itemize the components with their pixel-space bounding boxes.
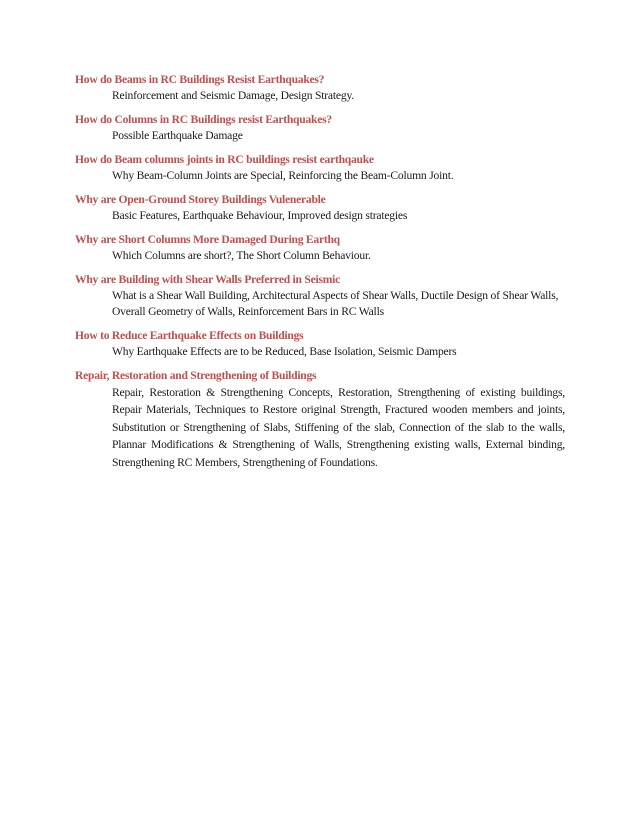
section-description: Repair, Restoration & Strengthening Concepts, Restoration, Strengthening of existing buildings, Repair Materials, Techniques to Restore original Strength, Fractured wooden members and joints, Substitution or Strengthening of Slabs, Stiffening of the slab, Connection of the slab to the walls, Plannar Modifications & Strengthening of Walls, Strengthening existing walls, External binding, Strengthening RC Members, Strengthening of Foundations.	[112, 386, 565, 469]
section-description: Which Columns are short?, The Short Column Behaviour.	[112, 249, 371, 262]
topic-section	[75, 192, 565, 224]
section-heading: How do Columns in RC Buildings resist Earthquakes?	[75, 113, 332, 126]
section-description: Basic Features, Earthquake Behaviour, Improved design strategies	[112, 209, 408, 222]
topic-list	[75, 72, 565, 479]
section-heading: How do Beam columns joints in RC buildings resist earthqauke	[75, 153, 374, 166]
section-heading: Why are Short Columns More Damaged During Earthq	[75, 233, 340, 246]
topic-section	[75, 328, 565, 360]
section-heading: Repair, Restoration and Strengthening of Buildings	[75, 369, 317, 382]
section-description: What is a Shear Wall Building, Architectural Aspects of Shear Walls, Ductile Design of Shear Walls, Overall Geometry of Walls, Reinforcement Bars in RC Walls	[112, 289, 559, 318]
section-description: Possible Earthquake Damage	[112, 129, 243, 142]
section-description: Reinforcement and Seismic Damage, Design Strategy.	[112, 89, 354, 102]
topic-section	[75, 232, 565, 264]
topic-section	[75, 72, 565, 104]
topic-section	[75, 368, 565, 471]
section-description: Why Earthquake Effects are to be Reduced, Base Isolation, Seismic Dampers	[112, 345, 457, 358]
topic-section	[75, 112, 565, 144]
section-heading: Why are Open-Ground Storey Buildings Vulenerable	[75, 193, 326, 206]
section-heading: Why are Building with Shear Walls Preferred in Seismic	[75, 273, 340, 286]
section-heading: How do Beams in RC Buildings Resist Earthquakes?	[75, 73, 325, 86]
topic-section	[75, 272, 565, 320]
section-heading: How to Reduce Earthquake Effects on Buildings	[75, 329, 304, 342]
section-description: Why Beam-Column Joints are Special, Reinforcing the Beam-Column Joint.	[112, 169, 454, 182]
topic-section	[75, 152, 565, 184]
